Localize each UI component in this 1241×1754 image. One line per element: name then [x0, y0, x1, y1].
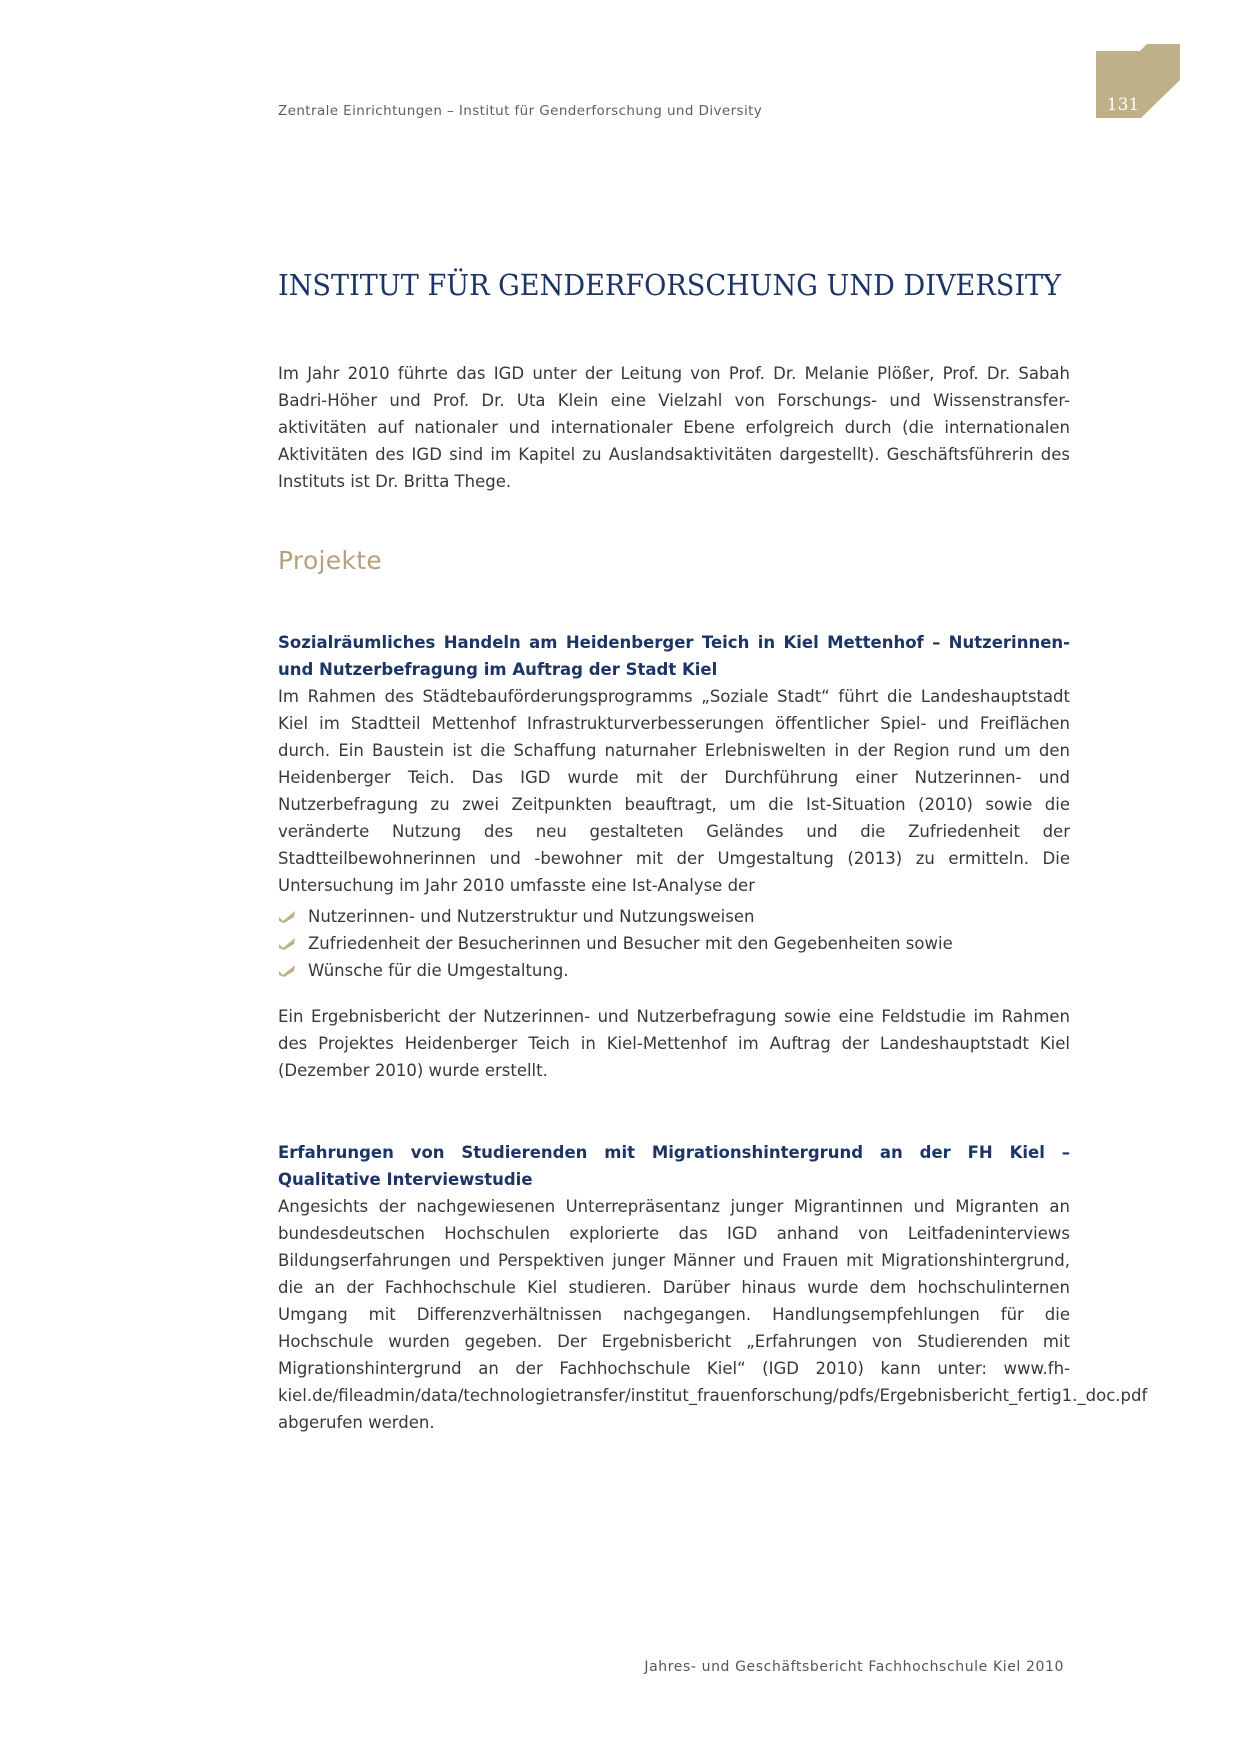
- running-header: Zentrale Einrichtungen – Institut für Genderforschung und Diversity: [278, 103, 763, 119]
- page-footer: Jahres- und Geschäftsbericht Fachhochschule Kiel 2010: [644, 1659, 1064, 1675]
- check-bullet-icon: [278, 964, 296, 978]
- bullet-text: Nutzerinnen- und Nutzerstruktur und Nutzungsweisen: [308, 907, 755, 926]
- list-item: [278, 957, 953, 984]
- bullet-text: Zufriedenheit der Besucherinnen und Besucher mit den Gegebenheiten sowie: [308, 934, 953, 953]
- check-bullet-icon: [278, 910, 296, 924]
- project-2-title: Erfahrungen von Studierenden mit Migrationshintergrund an der FH Kiel – Qualitative Interviewstudie: [278, 1143, 1070, 1189]
- list-item: [278, 930, 953, 957]
- project-1-body: Im Rahmen des Städtebauförderungsprogramms „Soziale Stadt“ führt die Landeshauptstadt Kiel im Stadtteil Mettenhof Infrastrukturverbesserungen öffentlicher Spiel- und Freiflächen durch. Ein Baustein ist die Schaffung naturnaher Erlebniswelten in der Region rund um den Heidenberger Teich. Das IGD wurde mit der Durchführung einer Nutzerinnen- und Nutzerbefragung zu zwei Zeitpunkten beauftragt, um die Ist-Situation (2010) sowie die veränderte Nutzung des neu gestalteten Geländes und die Zufriedenheit der Stadtteilbewohnerinnen und -bewohner mit der Umgestaltung (2013) zu ermitteln. Die Untersuchung im Jahr 2010 umfasste eine Ist-Analyse der: [278, 687, 1070, 895]
- bullet-text: Wünsche für die Umgestaltung.: [308, 961, 569, 980]
- project-1-closing-paragraph: Ein Ergebnisbericht der Nutzerinnen- und Nutzerbefragung sowie eine Feldstudie im Rahmen des Projektes Heidenberger Teich in Kiel-Mettenhof im Auftrag der Landeshauptstadt Kiel (Dezember 2010) wurde erstellt.: [278, 1007, 1070, 1080]
- project-2-body: Angesichts der nachgewiesenen Unterrepräsentanz junger Migrantinnen und Migranten an bundesdeutschen Hochschulen explorierte das IGD anhand von Leitfadeninterviews Bildungserfahrungen und Perspektiven junger Männer und Frauen mit Migrationshintergrund, die an der Fachhochschule Kiel studieren. Darüber hinaus wurde dem hochschulinternen Umgang mit Differenzverhältnissen nachgegangen. Handlungsempfehlungen für die Hochschule wurden gegeben. Der Ergebnisbericht „Erfahrungen von Studierenden mit Migrationshintergrund an der Fachhochschule Kiel“ (IGD 2010) kann unter: www.fh-kiel.de/fileadmin/data/technologietransfer/institut_frauenforschung/pdfs/Ergebnisbericht_fertig1._doc.pdf abgerufen werden.: [278, 1197, 1148, 1432]
- page-corner-badge: [1096, 44, 1180, 128]
- section-heading-projekte: Projekte: [278, 546, 383, 575]
- page-number: 131: [1106, 95, 1140, 115]
- project-1-title: Sozialräumliches Handeln am Heidenberger Teich in Kiel Mettenhof – Nutzerinnen- und Nutzerbefragung im Auftrag der Stadt Kiel: [278, 633, 1070, 679]
- check-bullet-icon: [278, 937, 296, 951]
- list-item: [278, 903, 953, 930]
- page-badge-shape: [1096, 44, 1180, 128]
- project-1-bullet-list: [278, 903, 953, 984]
- intro-paragraph: Im Jahr 2010 führte das IGD unter der Leitung von Prof. Dr. Melanie Plößer, Prof. Dr. Sabah Badri-Höher und Prof. Dr. Uta Klein eine Vielzahl von Forschungs- und Wissenstransfer-aktivitäten auf nationaler und internationaler Ebene erfolgreich durch (die internationalen Aktivitäten des IGD sind im Kapitel zu Auslandsaktivitäten dargestellt). Geschäftsführerin des Instituts ist Dr. Britta Thege.: [278, 364, 1070, 491]
- page-title: INSTITUT FÜR GENDERFORSCHUNG UND DIVERSITY: [278, 268, 1062, 302]
